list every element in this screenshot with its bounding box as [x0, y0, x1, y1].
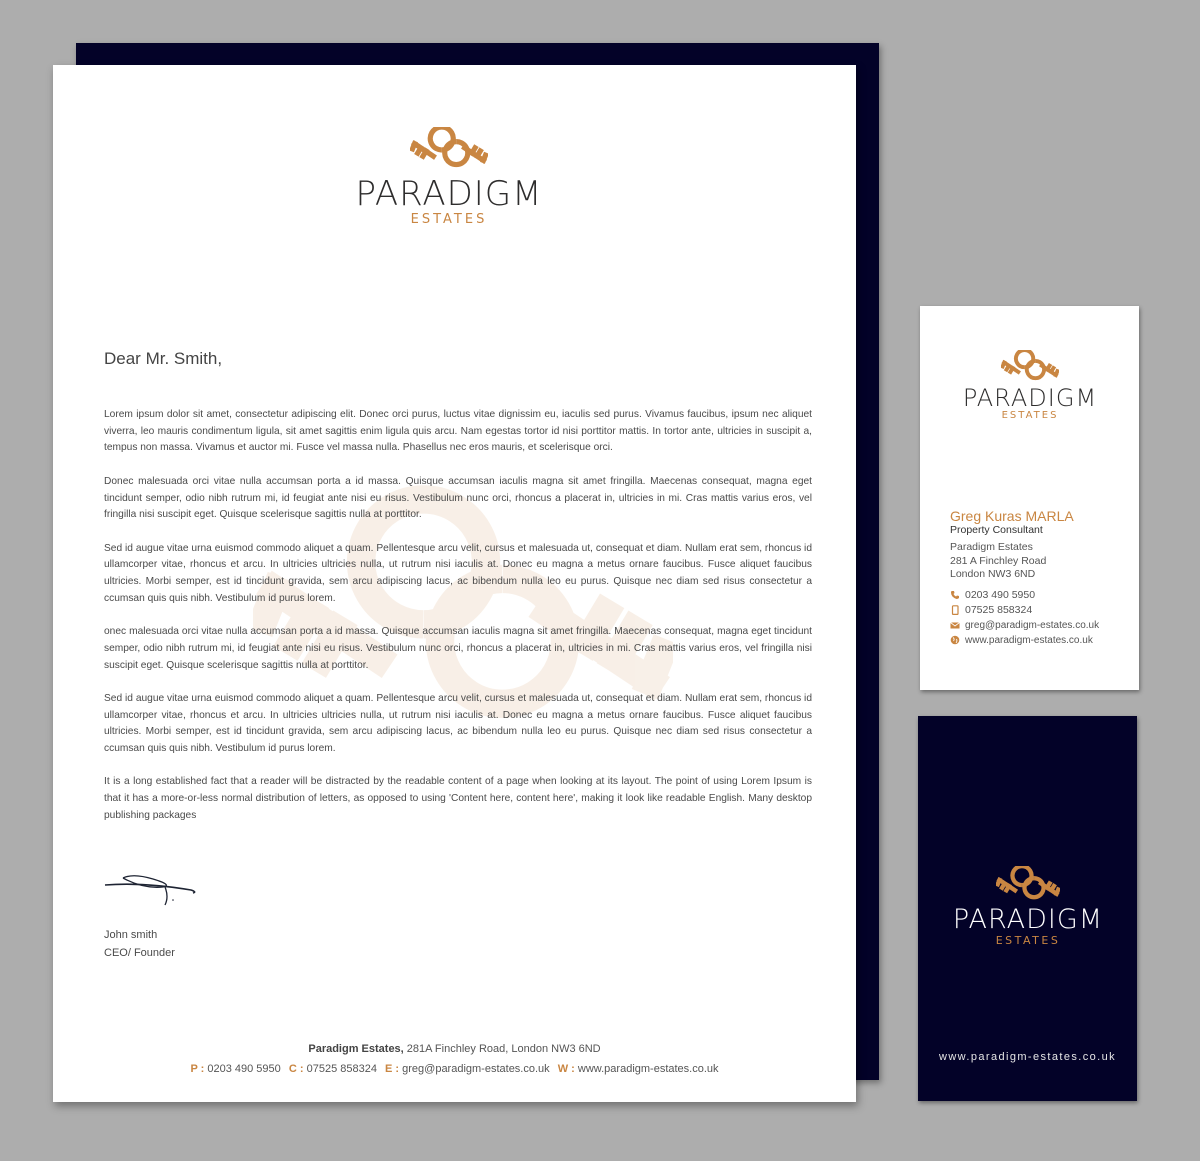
envelope-icon — [950, 620, 960, 630]
footer-cell-label: C : — [288, 1063, 304, 1075]
footer-phone-label: P : — [190, 1063, 205, 1075]
contact-email-row — [950, 618, 1099, 633]
phone-icon — [950, 590, 960, 600]
card-front-logo — [940, 350, 1120, 421]
logo-subtitle: ESTATES — [1001, 410, 1059, 421]
footer-email: greg@paradigm-estates.co.uk — [402, 1063, 550, 1075]
logo-wordmark: PARADIGM — [952, 904, 1104, 935]
letter-paragraph: onec malesuada orci vitae nulla accumsan porta a id massa. Quisque accumsan iaculis magna sit amet fringilla. Maecenas consequat, magna eget tincidunt semper, odio nibh rutrum mi, id feugiat ante nisi eu risus. Vestibulum nunc orci, rhoncus a placerat in, ultricies in mi. Cras mattis varius eros, vel fringilla nisi suscipit eget. Quisque scelerisque sagittis nulla at porttitor. — [104, 626, 812, 671]
signer-name: John smith — [104, 929, 158, 941]
footer-phone: 0203 490 5950 — [207, 1063, 281, 1075]
contact-phone: 0203 490 5950 — [965, 588, 1036, 601]
logo-wordmark: PARADIGM — [355, 174, 543, 214]
signer-block — [104, 926, 175, 962]
letter-greeting: Dear Mr. Smith, — [104, 349, 223, 368]
keys-logo-icon — [410, 127, 488, 175]
address-line: London NW3 6ND — [950, 568, 1036, 580]
business-card-back — [918, 716, 1137, 1101]
logo-wordmark: PARADIGM — [962, 384, 1098, 412]
card-contact-block — [950, 508, 1099, 648]
letter-paragraph: Donec malesuada orci vitae nulla accumsan porta a id massa. Quisque accumsan iaculis magna sit amet fringilla. Maecenas consequat, magna eget tincidunt semper, odio nibh rutrum mi, id feugiat ante nisi eu risus. Vestibulum nunc orci, rhoncus a placerat in, ultricies in mi. Cras mattis varius eros, vel fringilla nisi suscipit eget. Quisque scelerisque sagittis nulla at porttitor. — [104, 475, 812, 521]
card-back-url: www.paradigm-estates.co.uk — [938, 1051, 1116, 1063]
letter-paragraph: Sed id augue vitae urna euismod commodo aliquet a quam. Pellentesque arcu velit, cursus et malesuada ut, consequat et diam. Nullam erat sem, rhoncus id ullamcorper vitae, rhoncus et arcu. In ultricies ultricies nulla, ut rutrum nisi iaculis at. Donec eu magna a metus ornare faucibus. Fusce aliquet faucibus ultricies. Morbi semper, est id tincidunt gravida, sem arcu adipiscing lacus, ac bibendum nulla leo eu purus. Quisque nec diam sed risus consectetur a ccumsan quis quis nibh. Vestibulum id purus lorem. — [104, 692, 812, 754]
contact-mobile: 07525 858324 — [965, 603, 1033, 616]
contact-web: www.paradigm-estates.co.uk — [965, 634, 1093, 646]
footer-web-label: W : — [557, 1063, 575, 1075]
globe-icon — [950, 635, 960, 645]
keys-logo-icon — [996, 866, 1060, 906]
letter-body — [104, 407, 812, 841]
contact-phone-row — [950, 588, 1099, 603]
keys-logo-icon — [1001, 350, 1059, 386]
letter-paragraph: Sed id augue vitae urna euismod commodo aliquet a quam. Pellentesque arcu velit, cursus et malesuada ut, consequat et diam. Nullam erat sem, rhoncus id ullamcorper vitae, rhoncus et arcu. In ultricies ultricies nulla, ut rutrum nisi iaculis at. Donec eu magna a metus ornare faucibus. Fusce aliquet faucibus ultricies. Morbi semper, est id tincidunt gravida, sem arcu adipiscing lacus, ac bibendum nulla leo eu purus. Quisque nec diam sed risus consectetur a ccumsan quis quis nibh. Vestibulum id purus lorem. — [104, 542, 812, 604]
contact-email: greg@paradigm-estates.co.uk — [965, 619, 1100, 631]
letter-paragraph: Lorem ipsum dolor sit amet, consectetur adipiscing elit. Donec orci purus, luctus vitae dignissim eu, iaculis sed purus. Vivamus faucibus, ipsum nec aliquet viverra, leo mauris condimentum ligula, sit amet sagittis enim ligula quis arcu. Nam egestas tortor id nisi porttitor mattis. In tortor ante, ultricies in suscipit a, tempus non massa. Vivamus et auctor mi. Fusce vel massa nulla. Phasellus nec eros mauris, et scelerisque orci. — [104, 409, 812, 454]
card-back-logo — [928, 866, 1128, 946]
letter-footer — [53, 1039, 856, 1079]
contact-mobile-row — [950, 603, 1099, 618]
logo-subtitle: ESTATES — [995, 934, 1061, 947]
mobile-icon — [950, 605, 960, 615]
footer-email-label: E : — [385, 1063, 400, 1075]
signature-icon — [103, 873, 198, 913]
signer-title: CEO/ Founder — [104, 947, 175, 959]
contact-name: Greg Kuras MARLA — [950, 508, 1074, 524]
contact-web-row — [950, 633, 1099, 648]
footer-address: 281A Finchley Road, London NW3 6ND — [406, 1043, 601, 1055]
letterhead-logo — [329, 127, 569, 226]
footer-web: www.paradigm-estates.co.uk — [577, 1063, 719, 1075]
contact-address — [950, 541, 1099, 582]
logo-subtitle: ESTATES — [410, 212, 488, 227]
letterhead-page — [53, 65, 856, 1102]
address-line: 281 A Finchley Road — [950, 554, 1047, 567]
address-line: Paradigm Estates — [950, 541, 1033, 553]
footer-company: Paradigm Estates, — [308, 1043, 404, 1055]
letter-paragraph: It is a long established fact that a reader will be distracted by the readable content of a page when looking at its layout. The point of using Lorem Ipsum is that it has a more-or-less normal distribution of letters, as opposed to using 'Content here, content here', making it look like readable English. Many desktop publishing packages — [104, 776, 812, 821]
contact-role: Property Consultant — [950, 524, 1043, 536]
footer-cell: 07525 858324 — [306, 1063, 377, 1075]
business-card-front — [920, 306, 1139, 690]
